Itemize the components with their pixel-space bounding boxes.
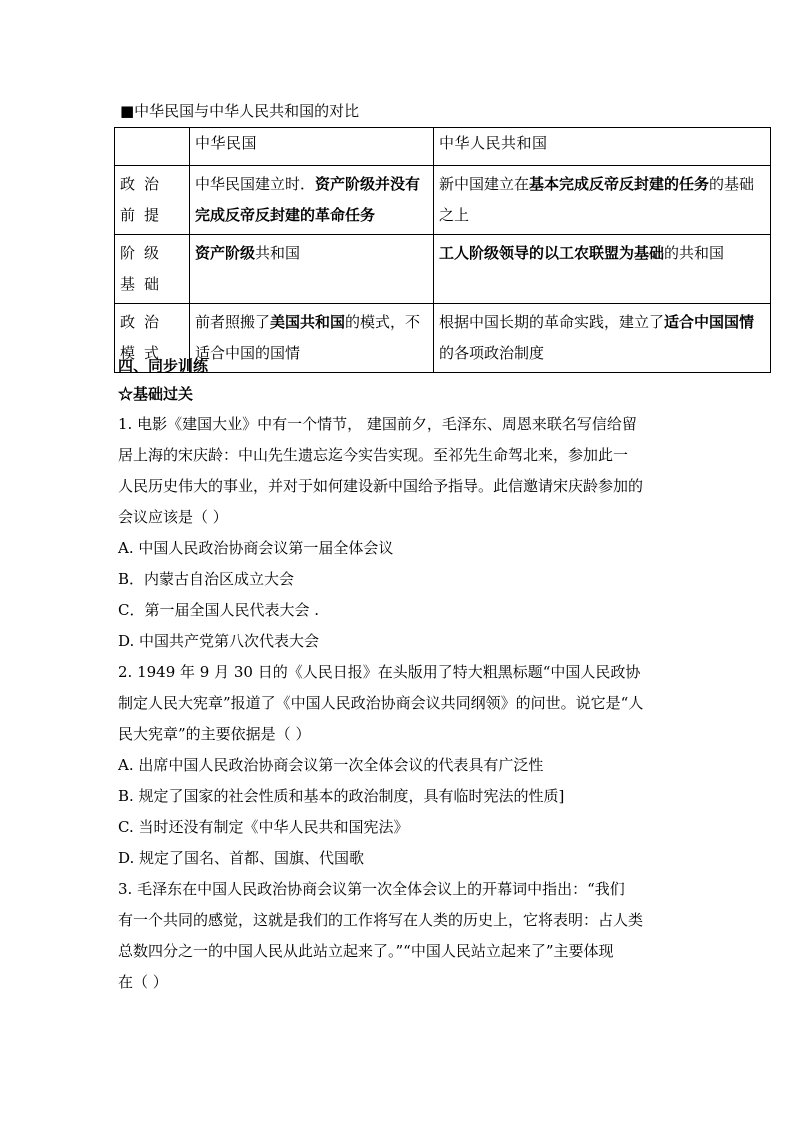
cell-text: 的模式，不适合中国的国情 — [195, 313, 421, 362]
question-2 — [118, 657, 678, 874]
table-row — [115, 235, 771, 304]
question-line: 在（ ） — [118, 973, 168, 991]
cell-text-bold: 基本完成反帝反封建的任务 — [529, 175, 710, 193]
prc-cell — [434, 235, 771, 304]
cell-text-bold: 资产阶级 — [195, 244, 256, 262]
row-label: 政治模式 — [115, 304, 190, 373]
cell-text: 的各项政治制度 — [439, 344, 545, 362]
cell-text: 根据中国长期的革命实践，建立了 — [439, 313, 665, 331]
table-header-cell: 中华人民共和国 — [434, 128, 771, 166]
roc-cell — [190, 166, 434, 235]
cell-text: 的共和国 — [664, 244, 725, 262]
cell-text: 前者照搬了 — [195, 313, 271, 331]
answer-option: D. 规定了国名、首都、国旗、代国歌 — [118, 849, 365, 867]
row-label: 政治前提 — [115, 166, 190, 235]
answer-option: A. 中国人民政治协商会议第一届全体会议 — [118, 539, 394, 557]
prc-cell — [434, 166, 771, 235]
table-header-cell: 中华民国 — [190, 128, 434, 166]
question-1 — [118, 409, 678, 657]
table-header-cell — [115, 128, 190, 166]
answer-option: D. 中国共产党第八次代表大会 — [118, 632, 320, 650]
table-header-row — [115, 128, 771, 166]
cell-text: 中华民国建立时． — [195, 175, 316, 193]
cell-text-bold: 工人阶级领导的以工农联盟为基础 — [439, 244, 665, 262]
cell-text-bold: 资产阶级并没有完成反帝反封建的革命任务 — [195, 175, 421, 224]
roc-cell — [190, 235, 434, 304]
question-3 — [118, 874, 678, 998]
comparison-table — [114, 127, 771, 373]
question-line: 3. 毛泽东在中国人民政治协商会议第一次全体会议上的开幕词中指出：“我们 — [118, 880, 625, 898]
answer-option: C. 当时还没有制定《中华人民共和国宪法》 — [118, 818, 409, 836]
answer-option: B．内蒙古自治区成立大会 — [118, 570, 295, 588]
question-line: 1. 电影《建国大业》中有一个情节， 建国前夕，毛泽东、周恩来联名写信给留 — [118, 415, 637, 433]
question-line: 民大宪章”的主要依据是（ ） — [118, 725, 311, 743]
row-label: 阶级基础 — [115, 235, 190, 304]
answer-option: B. 规定了国家的社会性质和基本的政治制度，具有临时宪法的性质] — [118, 787, 565, 805]
question-line: 人民历史伟大的事业，并对于如何建设新中国给予指导。此信邀请宋庆龄参加的 — [118, 477, 644, 495]
answer-option: C．第一届全国人民代表大会 . — [118, 601, 320, 619]
cell-text: 共和国 — [255, 244, 301, 262]
exercise-section — [118, 353, 678, 998]
question-line: 制定人民大宪章”报道了《中国人民政治协商会议共同纲领》的问世。说它是“人 — [118, 694, 644, 712]
cell-text-bold: 适合中国国情 — [664, 313, 755, 331]
answer-option: A. 出席中国人民政治协商会议第一次全体会议的代表具有广泛性 — [118, 756, 544, 774]
subsection-title: ☆基础过关 — [118, 385, 194, 403]
cell-text: 的基础之上 — [439, 175, 755, 224]
question-line: 有一个共同的感觉，这就是我们的工作将写在人类的历史上，它将表明：占人类 — [118, 911, 644, 929]
question-line: 总数四分之一的中国人民从此站立起来了。”“中国人民站立起来了”主要体现 — [118, 942, 614, 960]
cell-text: 新中国建立在 — [439, 175, 530, 193]
question-line: 会议应该是（ ） — [118, 508, 228, 526]
question-line: 2. 1949 年 9 月 30 日的《人民日报》在头版用了特大粗黑标题“中国人民政协 — [118, 663, 641, 681]
table-row — [115, 166, 771, 235]
section-title: ■中华民国与中华人民共和国的对比 — [120, 102, 360, 120]
section4-title: 四、同步训练 — [118, 357, 209, 375]
cell-text-bold: 美国共和国 — [270, 313, 346, 331]
question-line: 居上海的宋庆龄：中山先生遗忘迄今实告实现。至祁先生命驾北来，参加此一 — [118, 446, 629, 464]
